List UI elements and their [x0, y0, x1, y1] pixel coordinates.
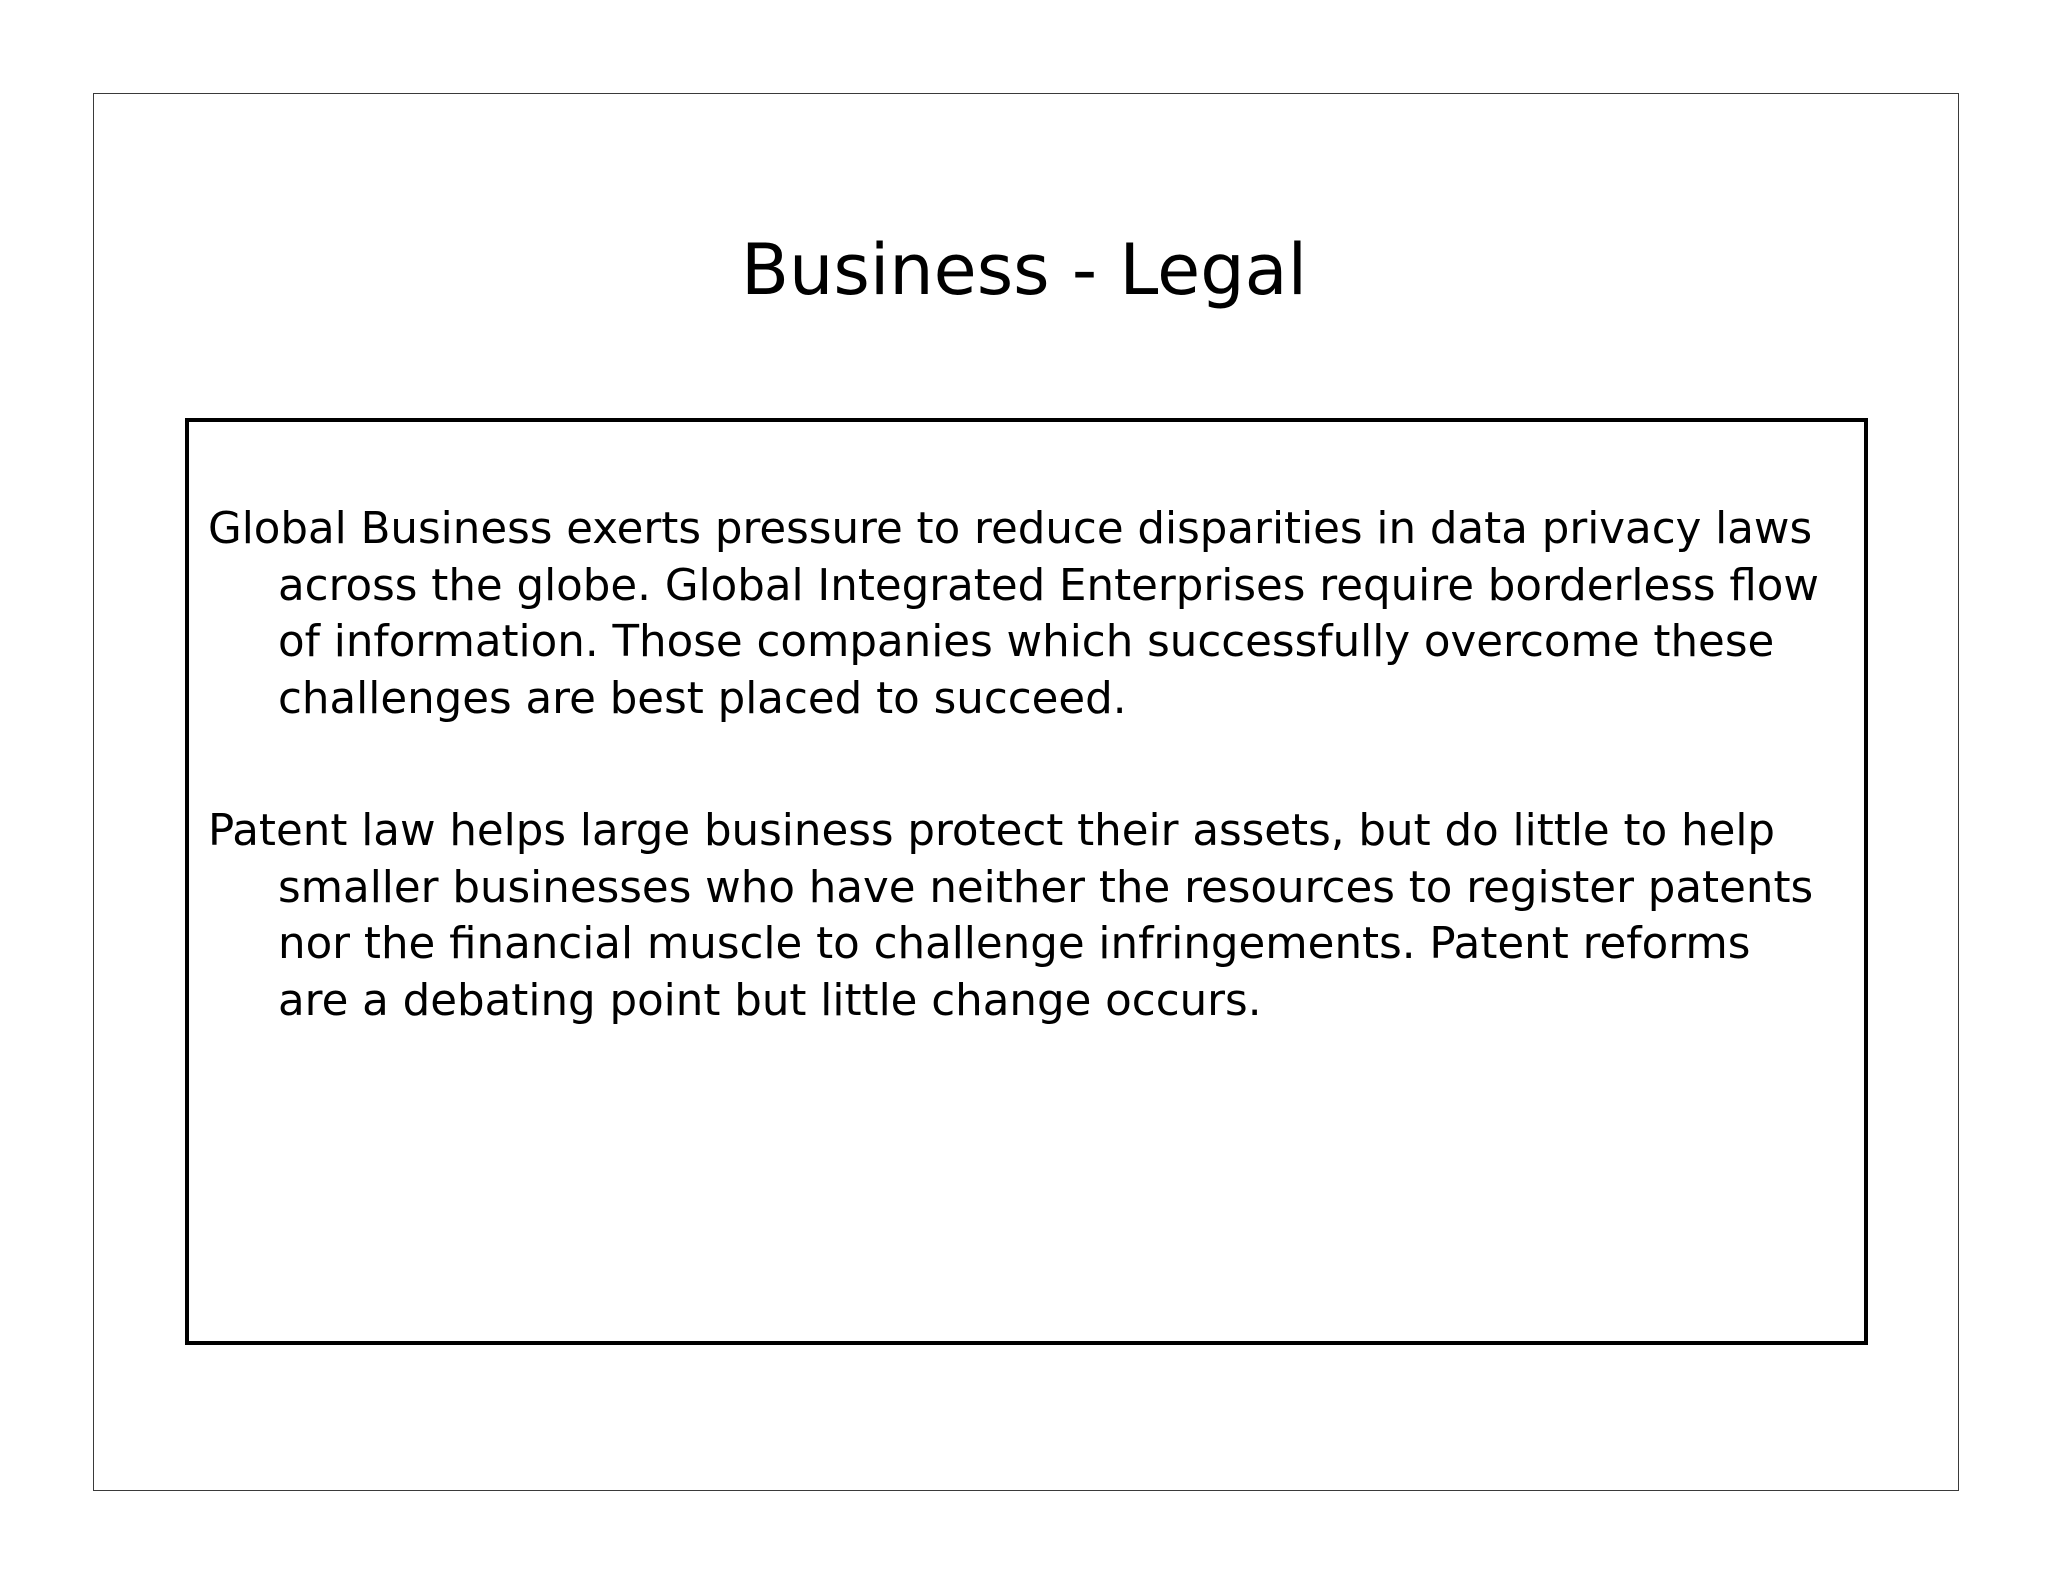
paragraph-patent-law: Patent law helps large business protect their assets, but do little to help smaller businesses who have neither the resources to register patents nor the financial muscle to challenge infringements. Patent reforms are a debating point but little change occurs.: [208, 806, 1814, 1026]
paragraph-data-privacy: Global Business exerts pressure to reduce disparities in data privacy laws across the globe. Global Integrated Enterprises require borderless flow of information. Those companies which successfully overcome these challenges are best placed to succeed.: [208, 504, 1819, 724]
slide-title: Business - Legal: [740, 229, 1308, 311]
